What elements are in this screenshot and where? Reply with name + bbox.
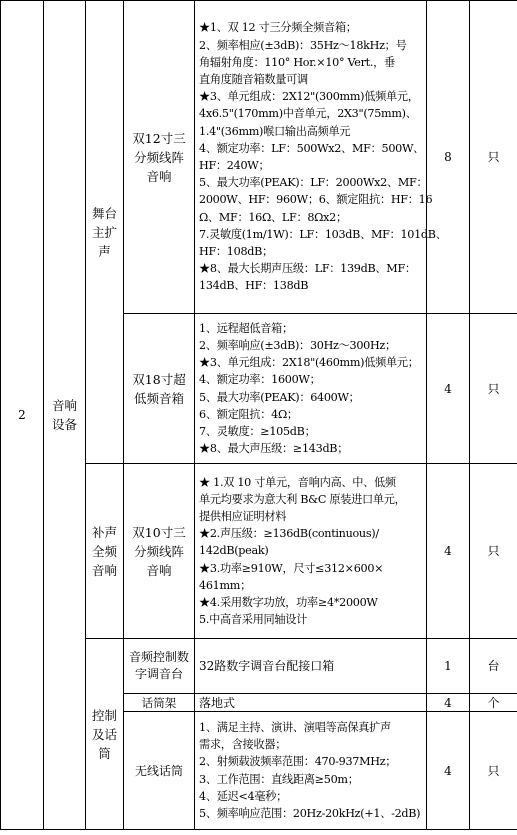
spec-cell xyxy=(195,639,427,694)
spec-line: 4x6.5"(170mm)中音单元，2X3"(75mm)、 xyxy=(199,107,417,121)
category-cell xyxy=(44,1,86,830)
item-name: 双18寸超低频音箱 xyxy=(132,371,186,406)
qty-cell xyxy=(427,712,470,830)
spec-line: 2、频率响应(±3dB)：30Hz～300Hz； xyxy=(199,338,396,352)
group-label: 控制及话筒 xyxy=(91,707,117,761)
item-name: 音频控制数字调音台 xyxy=(128,650,189,681)
spec-line: 2、射频载波频率范围：470-937MHz； xyxy=(199,755,397,769)
group-cell-main xyxy=(86,1,124,464)
qty-cell xyxy=(427,694,470,712)
spec-line: HF：240W； xyxy=(199,159,270,172)
item-name-cell xyxy=(124,464,195,639)
spec-cell xyxy=(195,1,447,314)
spec-line: ★2.声压级：≥136dB(continuous)/ xyxy=(199,527,379,541)
spec-cell xyxy=(195,694,427,712)
item-name: 双10寸三分频线阵音响 xyxy=(132,524,186,578)
spec-line: 角辐射角度：110° Hor.×10° Vert.，垂 xyxy=(199,55,395,69)
spec-line: 4、延迟<4毫秒； xyxy=(199,789,288,803)
spec-line: 落地式 xyxy=(199,695,236,710)
seq-number: 2 xyxy=(18,408,26,422)
unit-cell xyxy=(470,712,517,830)
spec-line: 32路数字调音台配接口箱 xyxy=(199,659,335,673)
unit-value: 个 xyxy=(487,695,500,710)
item-name: 双12寸三分频线阵音响 xyxy=(132,130,186,184)
spec-line: 提供相应证明材料 xyxy=(199,509,287,523)
item-name-cell xyxy=(124,314,195,464)
item-name-cell xyxy=(124,1,195,314)
spec-line: ★3、单元组成：2X18"(460mm)低频单元； xyxy=(199,356,419,370)
item-name: 无线话筒 xyxy=(134,763,183,778)
spec-line: 5.中高音采用同轴设计 xyxy=(199,613,308,627)
unit-cell xyxy=(470,639,517,694)
spec-line: ★8、最大声压级：≥143dB； xyxy=(199,442,349,456)
qty-value: 4 xyxy=(444,381,452,396)
spec-line: ★ 1.双 10 寸单元，音响内高、中、低频 xyxy=(199,475,396,489)
category-label: 音响设备 xyxy=(51,398,77,432)
spec-cell xyxy=(195,712,427,830)
spec-line: 2、频率相应(±3dB)：35Hz～18kHz；号 xyxy=(199,38,407,52)
spec-line: ★3、单元组成：2X12"(300mm)低频单元， xyxy=(199,90,419,104)
unit-cell xyxy=(470,694,517,712)
spec-line: ★3.功率≥910W，尺寸≤312×600× xyxy=(199,561,384,575)
spec-line: ★1、双 12 寸三分频全频音箱； xyxy=(199,21,357,35)
spec-line: 461mm； xyxy=(199,578,251,592)
group-label: 补声全频音响 xyxy=(91,524,117,578)
qty-value: 4 xyxy=(444,763,452,778)
qty-cell xyxy=(427,464,470,639)
spec-line: 5、最大功率(PEAK)：6400W； xyxy=(199,390,360,404)
unit-value: 只 xyxy=(487,544,500,558)
item-name-cell xyxy=(124,639,195,694)
qty-value: 4 xyxy=(444,695,452,710)
unit-value: 只 xyxy=(487,150,500,164)
spec-line: 2000W、HF：960W；6、额定阻抗：HF：16 xyxy=(199,193,433,207)
spec-line: HF：108dB； xyxy=(199,245,273,259)
item-name-cell xyxy=(124,712,195,830)
spec-line: ★4.采用数字功放，功率≥4*2000W xyxy=(199,596,378,609)
spec-cell xyxy=(195,314,427,464)
spec-line: 1、远程超低音箱； xyxy=(199,321,293,335)
unit-value: 只 xyxy=(487,763,500,778)
spec-line: 134dB、HF：138dB xyxy=(199,279,309,293)
spec-line: ★8、最大长期声压级：LF：139dB、MF： xyxy=(199,262,416,276)
spec-line: 7、灵敏度：≥105dB； xyxy=(199,424,316,438)
qty-cell xyxy=(427,314,470,464)
unit-cell xyxy=(470,314,517,464)
spec-line: 4、额定功率：LF：500Wx2、MF：500W、 xyxy=(199,141,425,155)
spec-line: 单元均要求为意大利 B&C 原装进口单元， xyxy=(199,492,406,506)
qty-value: 8 xyxy=(444,150,452,164)
group-cell-control xyxy=(86,639,124,830)
spec-line: 142dB(peak) xyxy=(199,544,269,558)
spec-line: 3、工作范围：直线距离≥50m； xyxy=(199,772,359,786)
spec-line: 1、满足主持、演讲、演唱等高保真扩声 xyxy=(199,720,391,734)
unit-value: 台 xyxy=(487,659,500,673)
spec-line: 1.4"(36mm)喉口输出高频单元 xyxy=(199,124,351,138)
spec-line: 7.灵敏度(1m/1W)：LF：103dB、MF：101dB、 xyxy=(199,227,447,241)
spec-line: 需求，含接收器； xyxy=(199,738,287,752)
group-cell-fill xyxy=(86,464,124,639)
item-name-cell xyxy=(124,694,195,712)
spec-line: 直角度随音箱数量可调 xyxy=(199,72,308,86)
group-label: 舞台主扩声 xyxy=(91,205,117,259)
unit-cell xyxy=(470,1,517,314)
unit-value: 只 xyxy=(487,381,500,396)
seq-cell xyxy=(1,1,44,830)
item-name: 话筒架 xyxy=(141,695,177,710)
spec-cell xyxy=(195,464,427,639)
spec-line: 6、额定阻抗：4Ω； xyxy=(199,407,298,421)
qty-value: 4 xyxy=(444,544,452,558)
spec-line: 5、频率响应范围：20Hz-20kHz(+1、-2dB) xyxy=(199,806,421,820)
unit-cell xyxy=(470,464,517,639)
spec-line: 5、最大功率(PEAK)：LF：2000Wx2、MF： xyxy=(199,176,428,190)
qty-value: 1 xyxy=(444,659,452,673)
qty-cell xyxy=(427,639,470,694)
qty-cell xyxy=(427,1,470,314)
spec-line: Ω、MF：16Ω、LF：8Ωx2； xyxy=(199,210,347,224)
spec-line: 4、额定功率：1600W； xyxy=(199,373,321,387)
